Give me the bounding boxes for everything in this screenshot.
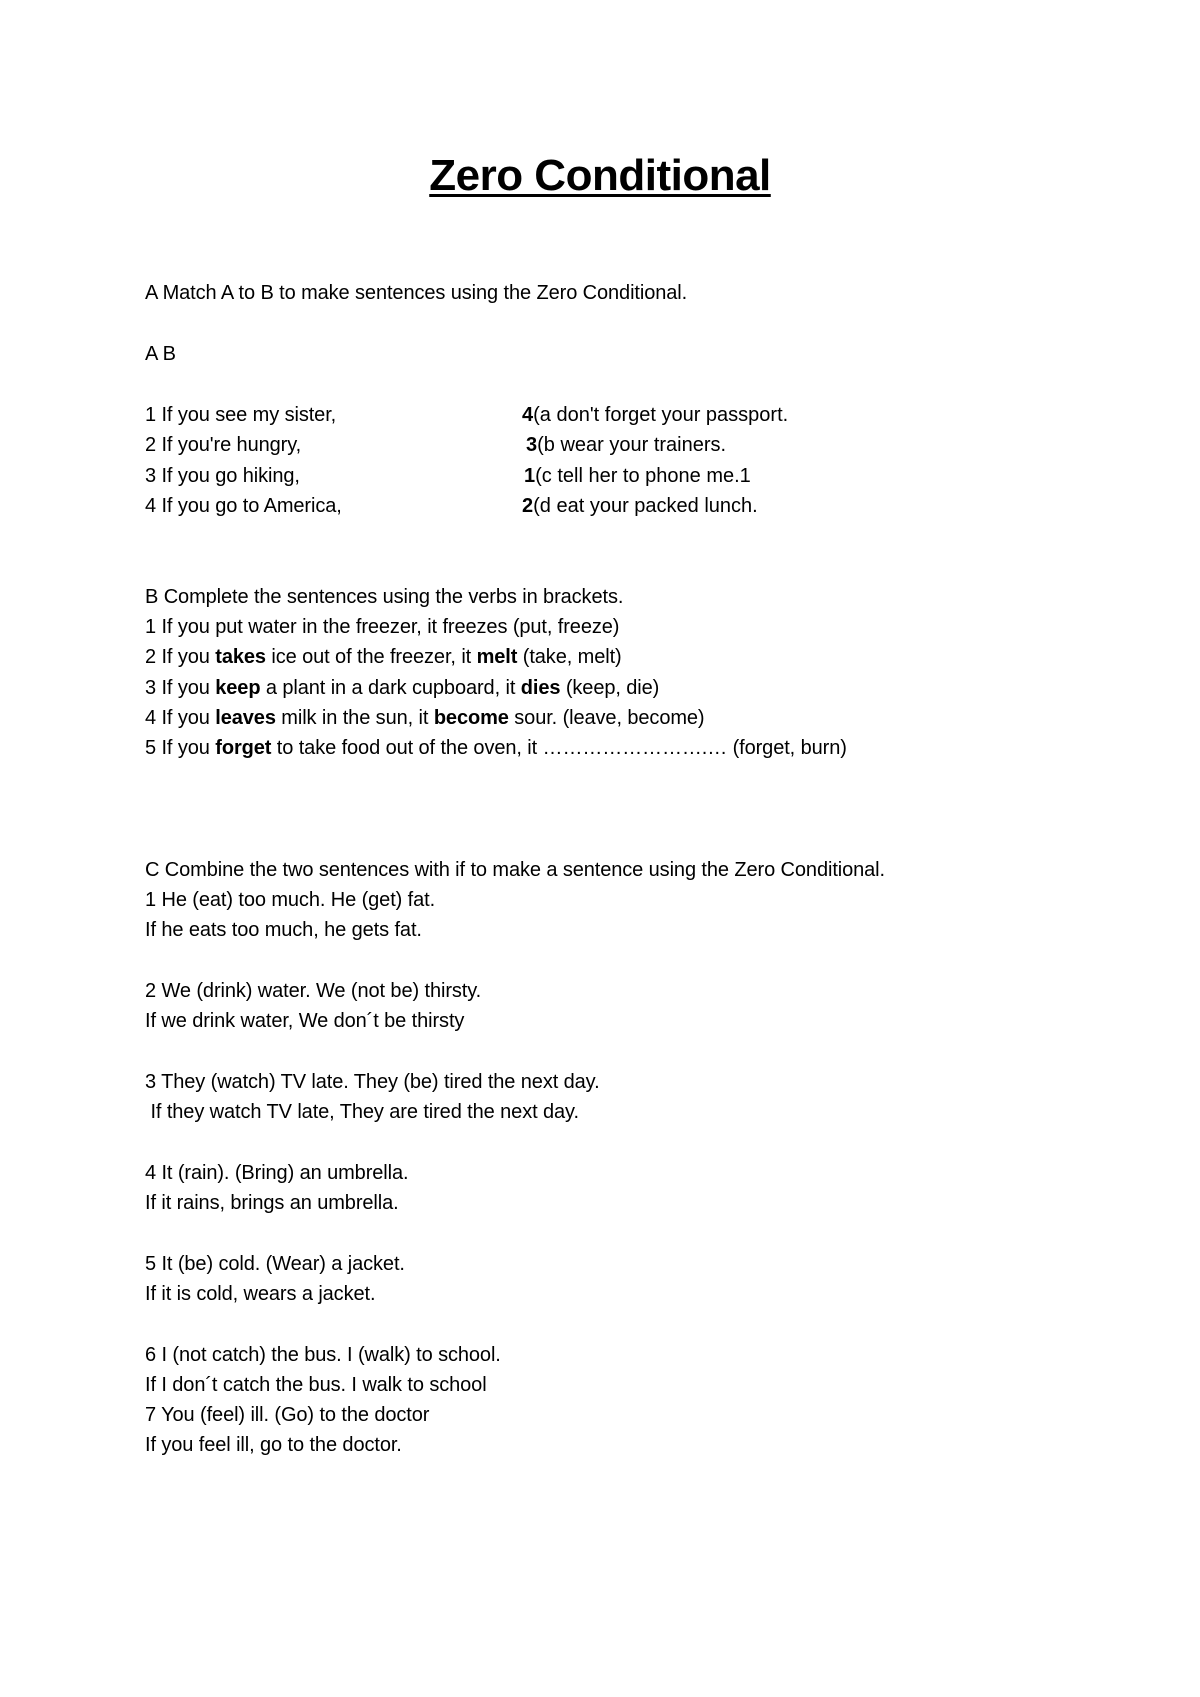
answer-verb: keep bbox=[215, 677, 261, 699]
section-c-question-6: 6 I (not catch) the bus. I (walk) to school. bbox=[145, 1344, 501, 1366]
section-a-header: A B bbox=[145, 343, 176, 365]
match-answer-4: 2 bbox=[522, 495, 534, 517]
section-c-answer-4: If it rains, brings an umbrella. bbox=[145, 1192, 399, 1214]
section-c-question-5: 5 It (be) cold. (Wear) a jacket. bbox=[145, 1253, 405, 1275]
section-c-question-3: 3 They (watch) TV late. They (be) tired the next day. bbox=[145, 1071, 600, 1093]
answer-verb: leaves bbox=[215, 707, 276, 729]
match-left-1: 1 If you see my sister, bbox=[145, 404, 337, 426]
section-c-answer-3: If they watch TV late, They are tired the next day. bbox=[145, 1101, 579, 1123]
match-answer-2: 3 bbox=[526, 434, 538, 456]
match-right-1 bbox=[522, 402, 788, 428]
match-right-3 bbox=[524, 463, 751, 489]
match-left-2: 2 If you're hungry, bbox=[145, 434, 302, 456]
answer-verb: melt bbox=[476, 646, 518, 668]
match-right-4 bbox=[522, 493, 758, 519]
section-c-question-2: 2 We (drink) water. We (not be) thirsty. bbox=[145, 980, 482, 1002]
section-a-instruction: A Match A to B to make sentences using the Zero Conditional. bbox=[145, 282, 688, 304]
section-c-question-7: 7 You (feel) ill. (Go) to the doctor bbox=[145, 1404, 430, 1426]
section-b-sentence-4: 4 If you leaves milk in the sun, it become sour. (leave, become) bbox=[145, 707, 705, 729]
answer-verb: forget bbox=[215, 737, 272, 759]
section-c-answer-7: If you feel ill, go to the doctor. bbox=[145, 1434, 402, 1456]
section-c-answer-5: If it is cold, wears a jacket. bbox=[145, 1283, 376, 1305]
match-option-a: (a don't forget your passport. bbox=[533, 404, 789, 426]
section-c-instruction: C Combine the two sentences with if to make a sentence using the Zero Conditional. bbox=[145, 859, 885, 881]
answer-verb: takes bbox=[215, 646, 266, 668]
match-answer-3: 1 bbox=[524, 465, 536, 487]
section-b-sentence-3: 3 If you keep a plant in a dark cupboard, it dies (keep, die) bbox=[145, 677, 660, 699]
match-option-c: (c tell her to phone me.1 bbox=[535, 465, 751, 487]
section-c-answer-1: If he eats too much, he gets fat. bbox=[145, 919, 422, 941]
section-c-question-4: 4 It (rain). (Bring) an umbrella. bbox=[145, 1162, 409, 1184]
page-title: Zero Conditional bbox=[429, 151, 771, 200]
match-left-3: 3 If you go hiking, bbox=[145, 465, 300, 487]
section-c-question-1: 1 He (eat) too much. He (get) fat. bbox=[145, 889, 436, 911]
match-option-b: (b wear your trainers. bbox=[537, 434, 727, 456]
match-right-2 bbox=[526, 432, 726, 458]
section-b-sentence-2: 2 If you takes ice out of the freezer, it melt (take, melt) bbox=[145, 646, 622, 668]
section-c-answer-6: If I don´t catch the bus. I walk to school bbox=[145, 1374, 487, 1396]
match-option-d: (d eat your packed lunch. bbox=[533, 495, 758, 517]
answer-verb: become bbox=[433, 707, 509, 729]
section-c-answer-2: If we drink water, We don´t be thirsty bbox=[145, 1010, 465, 1032]
section-b-sentence-1: 1 If you put water in the freezer, it freezes (put, freeze) bbox=[145, 616, 620, 638]
section-b-sentence-5: 5 If you forget to take food out of the oven, it …………………….… (forget, burn) bbox=[145, 737, 847, 759]
match-answer-1: 4 bbox=[522, 404, 534, 426]
answer-verb: dies bbox=[520, 677, 561, 699]
section-b-instruction: B Complete the sentences using the verbs in brackets. bbox=[145, 586, 624, 608]
match-left-4: 4 If you go to America, bbox=[145, 495, 342, 517]
